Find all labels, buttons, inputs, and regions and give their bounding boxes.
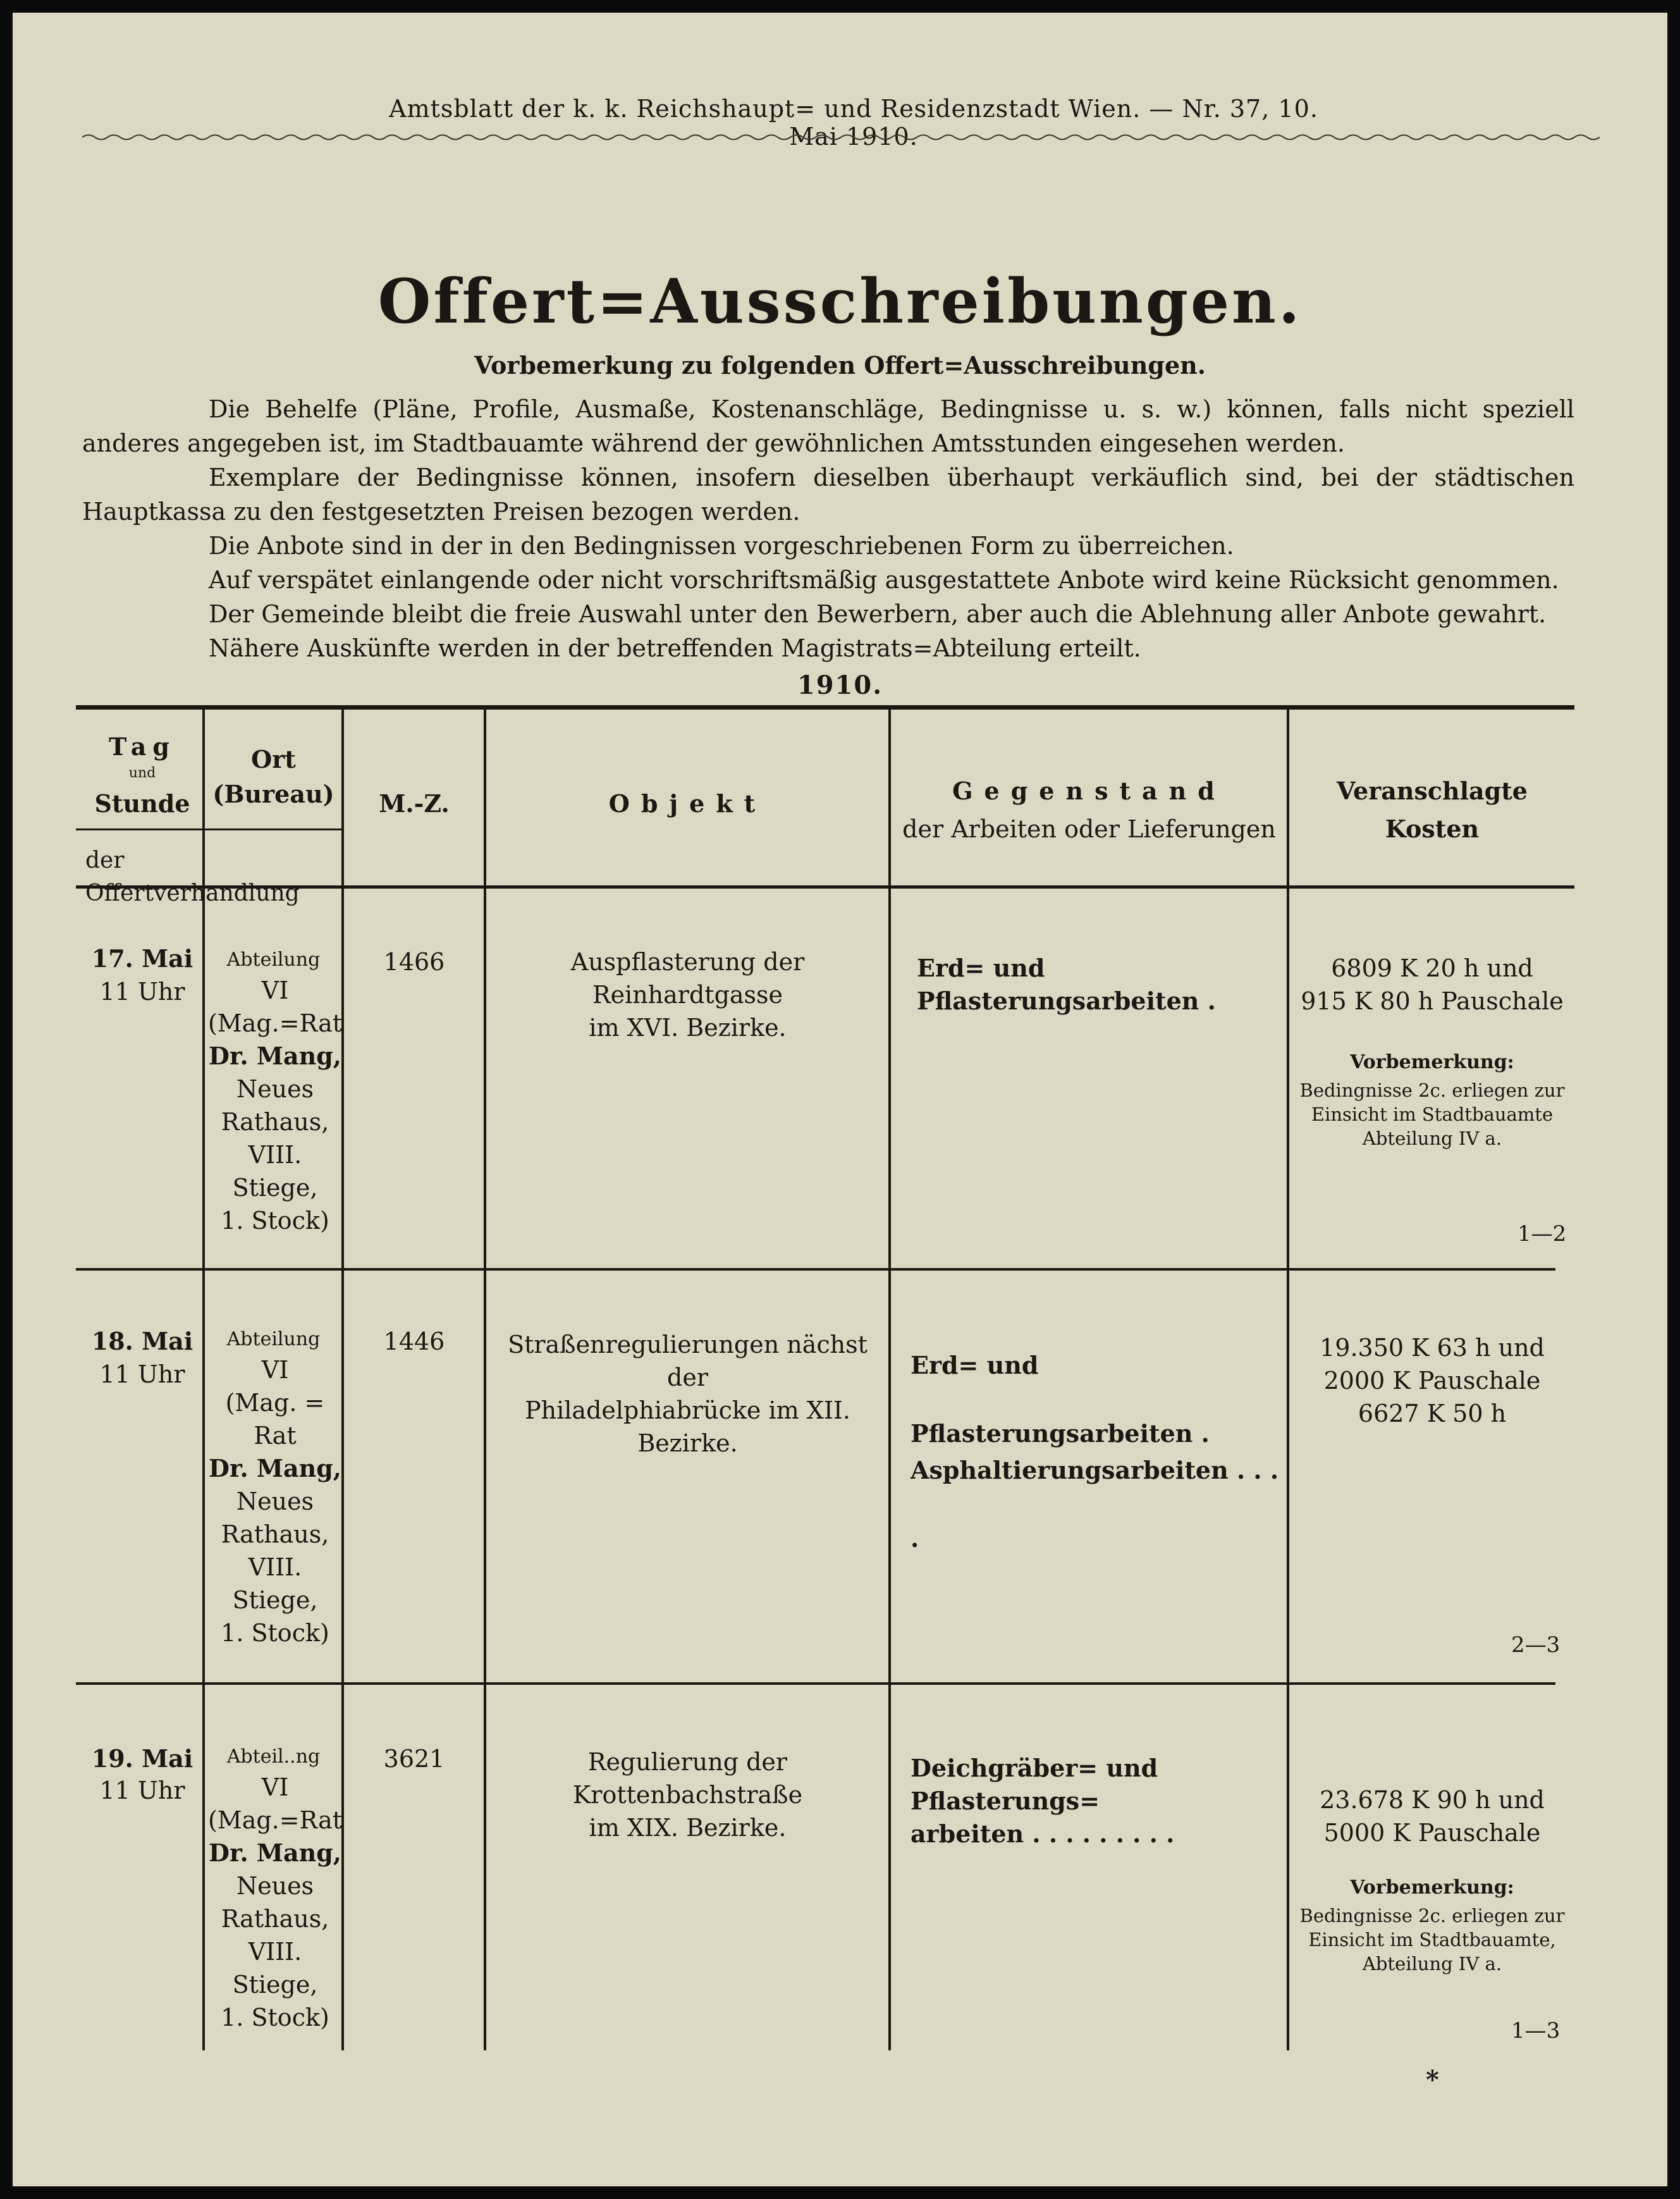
row-time: 11 Uhr [99, 1360, 185, 1388]
row-note [1290, 1078, 1574, 1150]
ort-line: VIII. [248, 1141, 302, 1169]
row-ref: 1—2 [1518, 1221, 1567, 1247]
row-ref: 2—3 [1511, 1632, 1560, 1658]
gegenstand-line: arbeiten . . . . . . . . . [911, 1820, 1175, 1848]
row-date: 18. Mai [91, 1327, 193, 1355]
gegenstand-line: Deichgräber= und Pflasterungs= [911, 1754, 1158, 1815]
row-gegenstand [917, 952, 1287, 1018]
note-line: Einsicht im Stadtbauamte [1311, 1104, 1554, 1125]
note-line: Abteilung IV a. [1362, 1128, 1502, 1149]
ort-line: Neues [236, 1488, 314, 1515]
row-abteilung: Abteil..ng [226, 1746, 321, 1768]
objekt-line: Regulierung der Krottenbachstraße [572, 1748, 803, 1809]
note-line: Abteilung IV a. [1362, 1953, 1502, 1974]
ort-line: Dr. Mang, [208, 1042, 342, 1070]
row-objekt [487, 1746, 888, 1844]
ort-line: Neues [236, 1075, 314, 1103]
kosten-line: 6627 K 50 h [1358, 1400, 1507, 1427]
ort-line: 1. Stock) [221, 1207, 329, 1235]
intro-text [82, 392, 1574, 665]
ort-line: Stiege, [232, 1174, 318, 1202]
row-gegenstand [911, 1331, 1287, 1573]
row-time: 11 Uhr [99, 1777, 185, 1804]
note-line: Einsicht im Stadtbauamte, [1308, 1929, 1556, 1950]
row-ort [202, 974, 348, 1237]
ort-line: Dr. Mang, [208, 1454, 342, 1482]
row-gegenstand [911, 1752, 1287, 1851]
gegenstand-line: Erd= und Pflasterungsarbeiten . [911, 1351, 1210, 1448]
ort-line: (Mag.=Rat [207, 1806, 343, 1834]
row-ref: 1—3 [1511, 2018, 1560, 2043]
ort-line: 1. Stock) [221, 1619, 329, 1647]
note-line: Bedingnisse 2c. erliegen zur [1299, 1905, 1565, 1926]
ort-line: (Mag.=Rat [207, 1009, 343, 1037]
row-note-title: Vorbemerkung: [1350, 1051, 1514, 1073]
header-arbeiten: der Arbeiten oder Lieferungen [902, 815, 1276, 843]
header-gegenstand: Gegenstand [952, 777, 1226, 805]
header-objekt: Objekt [608, 789, 767, 818]
row-kosten [1290, 1783, 1574, 1849]
header-ort: Ort [251, 745, 296, 773]
ort-line: Rathaus, [221, 1520, 329, 1548]
header-sub-rule [76, 828, 341, 830]
gegenstand-line: Erd= und Pflasterungsarbeiten . [917, 954, 1216, 1015]
column-divider [888, 710, 891, 2050]
row-time: 11 Uhr [99, 978, 185, 1006]
ort-line: VI [261, 1773, 289, 1801]
header-kosten: Kosten [1385, 815, 1480, 843]
row-abteilung: Abteilung [226, 1328, 321, 1350]
ort-line: Stiege, [232, 1586, 318, 1614]
wavy-divider [82, 133, 1600, 142]
kosten-line: 19.350 K 63 h und [1320, 1334, 1545, 1362]
row-ort [202, 1771, 348, 2034]
intro-paragraph: Der Gemeinde bleibt die freie Auswahl unter den Bewerbern, aber auch die Ablehnung aller Anbote gewahrt. [209, 600, 1547, 628]
ort-line: 1. Stock) [221, 2004, 329, 2031]
ort-line: Rathaus, [221, 1108, 329, 1136]
kosten-line: 5000 K Pauschale [1323, 1819, 1541, 1847]
header-mz: M.-Z. [379, 789, 450, 818]
table-top-rule [76, 705, 1574, 710]
page-title: Offert=Ausschreibungen. [377, 266, 1303, 337]
ort-line: Neues [236, 1872, 314, 1900]
ort-line: VI [261, 976, 289, 1004]
kosten-line: 23.678 K 90 h und [1320, 1786, 1545, 1814]
page-subtitle: Vorbemerkung zu folgenden Offert=Ausschreibungen. [474, 351, 1206, 379]
year-heading: 1910. [797, 670, 883, 700]
header-bureau: (Bureau) [212, 780, 334, 808]
ort-line: Stiege, [232, 1971, 318, 1999]
objekt-line: Auspflasterung der Reinhardtgasse [570, 948, 805, 1009]
note-line: Bedingnisse 2c. erliegen zur [1299, 1080, 1565, 1101]
column-divider [1287, 710, 1289, 2050]
objekt-line: im XVI. Bezirke. [589, 1014, 787, 1042]
row-divider [76, 1682, 1555, 1685]
row-note [1290, 1904, 1574, 1976]
intro-paragraph: Nähere Auskünfte werden in der betreffenden Magistrats=Abteilung erteilt. [209, 634, 1141, 662]
running-header: Amtsblatt der k. k. Reichshaupt= und Residenzstadt Wien. — Nr. 37, 10. Mai 1910. [389, 95, 1318, 151]
intro-paragraph: Auf verspätet einlangende oder nicht vorschriftsmäßig ausgestattete Anbote wird keine Rücksicht genommen. [209, 566, 1559, 594]
kosten-line: 6809 K 20 h und [1331, 954, 1533, 982]
kosten-line: 915 K 80 h Pauschale [1301, 987, 1564, 1015]
row-abteilung: Abteilung [226, 949, 321, 971]
gegenstand-line: Asphaltierungsarbeiten . . . . [911, 1456, 1279, 1553]
intro-paragraph: Die Behelfe (Pläne, Profile, Ausmaße, Kostenanschläge, Bedingnisse u. s. w.) können, falls nicht speziell anderes angegeben ist, im Stadtbauamte während der gewöhnlichen Amtsstunden eingesehen werden. [82, 395, 1574, 457]
row-kosten [1290, 1331, 1574, 1430]
ort-line: Dr. Mang, [208, 1839, 342, 1867]
row-mz: 1446 [383, 1327, 445, 1355]
header-stunde: Stunde [94, 789, 190, 818]
intro-paragraph: Exemplare der Bedingnisse können, insofern dieselben überhaupt verkäuflich sind, bei der städtischen Hauptkassa zu den festgesetzten Preisen bezogen werden. [82, 464, 1574, 526]
kosten-line: 2000 K Pauschale [1323, 1367, 1541, 1395]
footer-mark: * [1426, 2065, 1439, 2095]
row-note-title: Vorbemerkung: [1350, 1876, 1514, 1899]
row-mz: 1466 [383, 948, 445, 976]
row-mz: 3621 [383, 1745, 445, 1773]
intro-paragraph: Die Anbote sind in der in den Bedingnissen vorgeschriebenen Form zu überreichen. [209, 532, 1234, 560]
ort-line: VIII. [248, 1553, 302, 1581]
header-veranschlagte: Veranschlagte [1337, 777, 1528, 805]
objekt-line: Straßenregulierungen nächst der [508, 1331, 868, 1391]
objekt-line: Philadelphiabrücke im XII. Bezirke. [525, 1396, 850, 1457]
header-der-offertverhandlung: der Offertverhandlung [85, 847, 300, 906]
header-tag: Tag [109, 732, 176, 761]
column-divider [484, 710, 486, 2050]
row-date: 17. Mai [91, 944, 193, 973]
row-divider [76, 1268, 1555, 1271]
ort-line: Rathaus, [221, 1905, 329, 1933]
row-objekt [487, 946, 888, 1044]
document-page [13, 13, 1667, 2186]
ort-line: VIII. [248, 1938, 302, 1966]
row-kosten [1290, 952, 1574, 1018]
header-und: und [128, 765, 156, 781]
objekt-line: im XIX. Bezirke. [589, 1814, 787, 1842]
row-date: 19. Mai [91, 1744, 193, 1773]
row-ort [202, 1353, 348, 1649]
ort-line: (Mag. = Rat [225, 1389, 325, 1450]
ort-line: VI [261, 1356, 289, 1384]
row-objekt [487, 1328, 888, 1460]
